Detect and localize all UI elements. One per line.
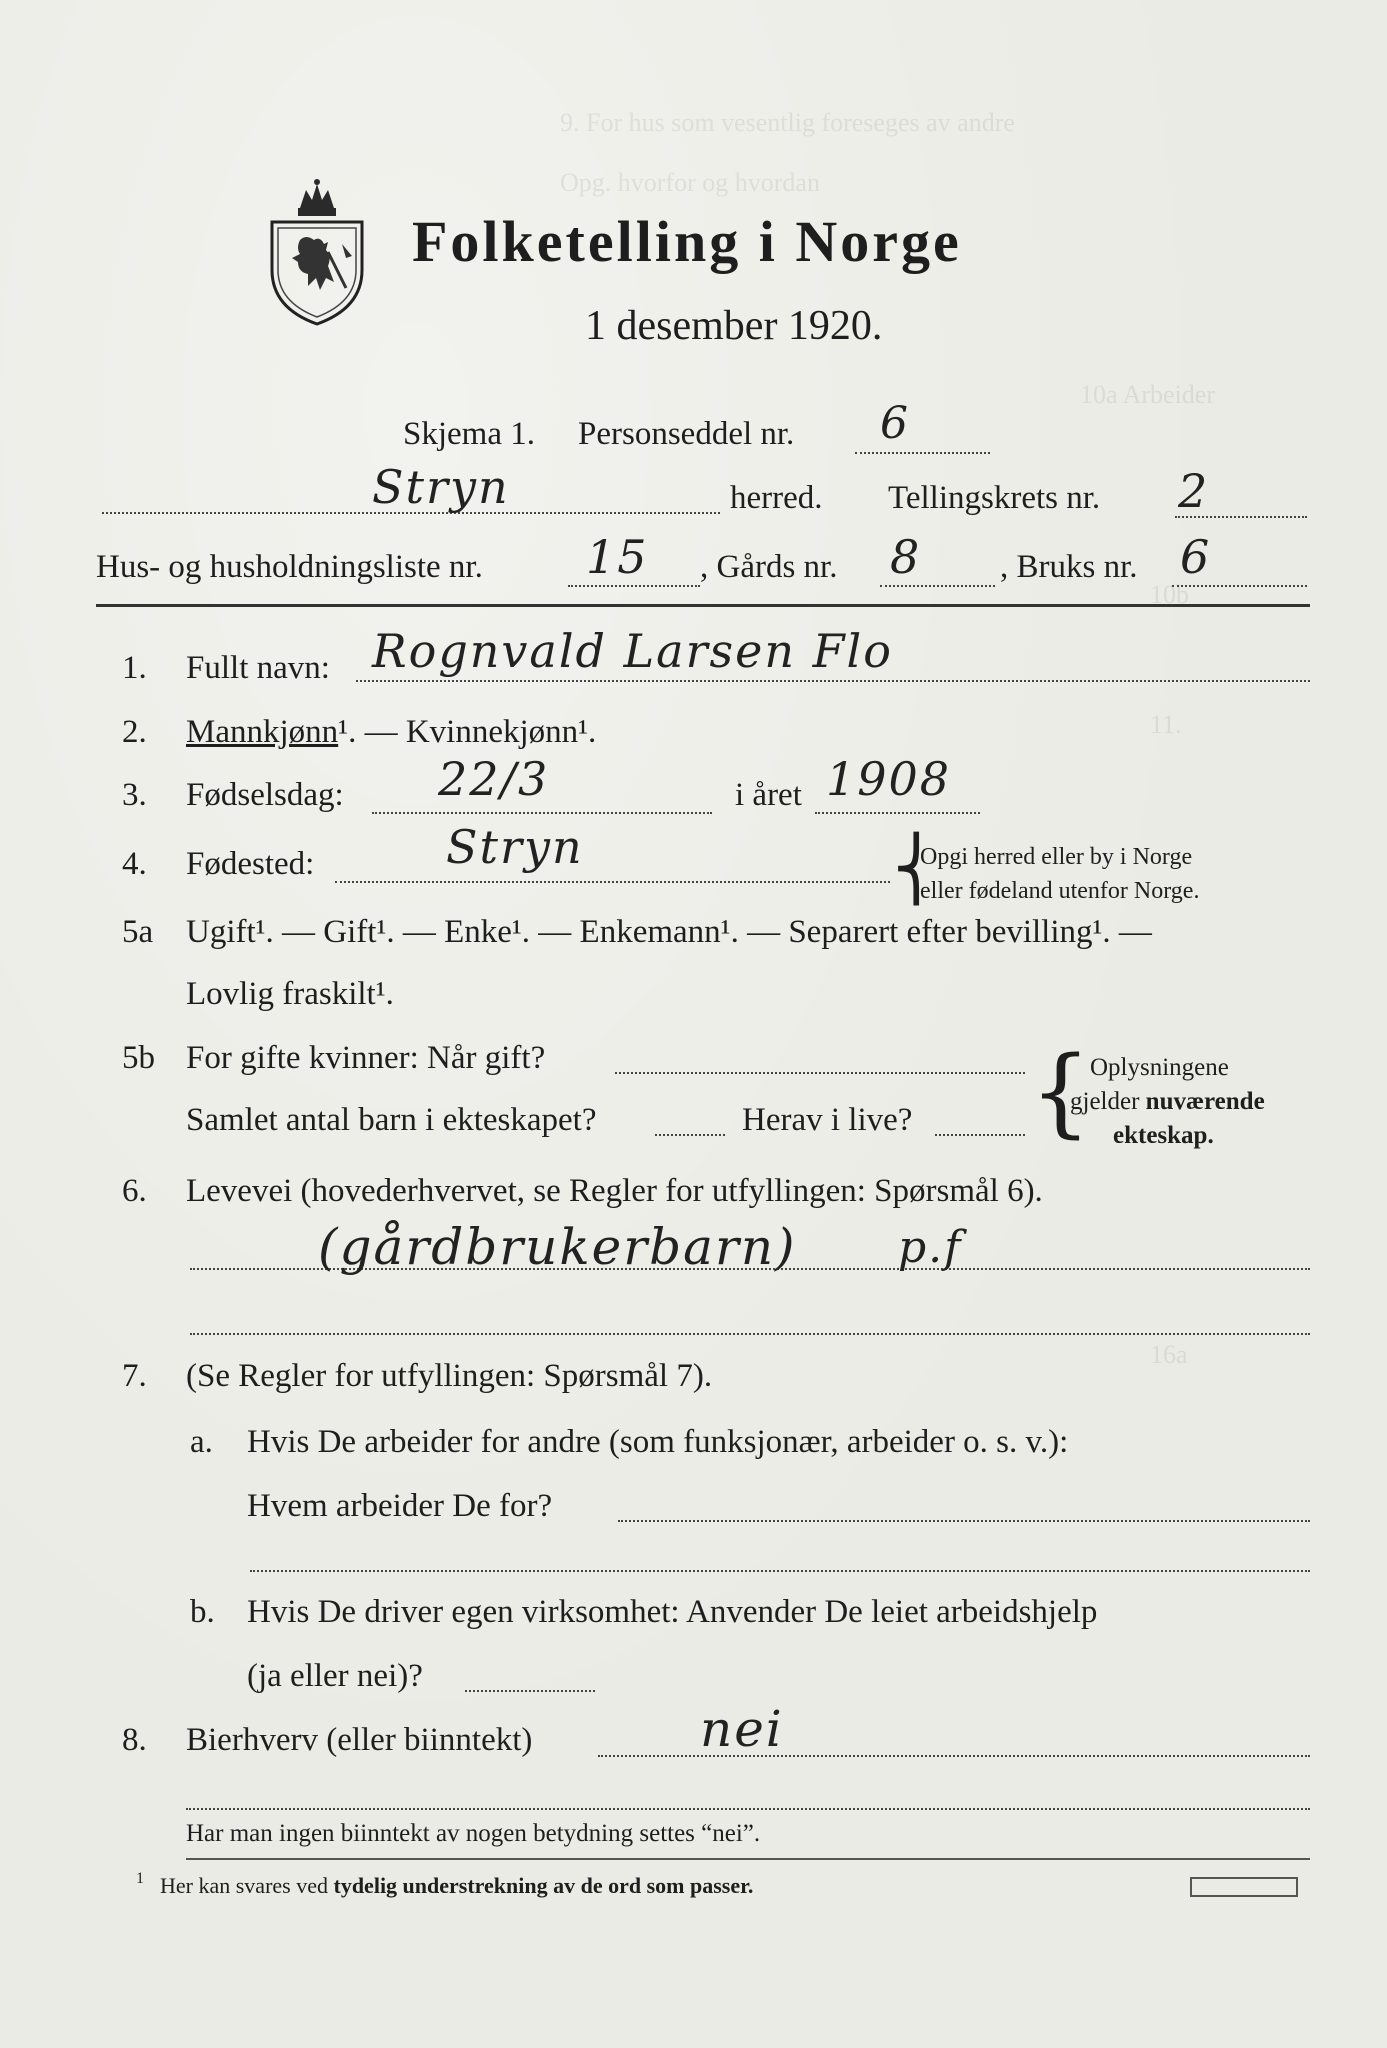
- q6-number: 6.: [122, 1173, 147, 1209]
- q6-label: Levevei (hovederhvervet, se Regler for utfyllingen: Spørsmål 6).: [186, 1173, 1043, 1209]
- q2-separator: ¹. —: [338, 714, 406, 750]
- q4-label: Fødested:: [186, 846, 315, 882]
- footnote-text-a: Her kan svares ved: [160, 1873, 334, 1898]
- personseddel-value: 6: [880, 398, 910, 449]
- bleed-through-text: 11.: [1150, 710, 1182, 739]
- q5b-note-line2: [1070, 1088, 1265, 1116]
- q4-number: 4.: [122, 846, 147, 882]
- q1-label: Fullt navn:: [186, 650, 330, 686]
- gards-value: 8: [890, 530, 922, 584]
- q3-birthday-value: 22/3: [438, 752, 550, 806]
- q7-label: (Se Regler for utfyllingen: Spørsmål 7).: [186, 1358, 713, 1394]
- gards-line: [880, 585, 995, 587]
- tellingskrets-label: Tellingskrets nr.: [888, 480, 1101, 516]
- q5b-married-line: [615, 1072, 1025, 1074]
- bleed-through-text: 9. For hus som vesentlig foreseges av andre: [560, 108, 1015, 137]
- q7b-letter: b.: [190, 1594, 215, 1630]
- q3-year-label: i året: [735, 777, 802, 813]
- q3-year-line: [815, 812, 980, 814]
- q8-answer-line2: [186, 1808, 1310, 1810]
- q5a-number: 5a: [122, 914, 154, 950]
- q5b-note-line1: Oplysningene: [1090, 1054, 1229, 1081]
- husholdning-value: 15: [586, 530, 649, 584]
- q4-birthplace-line: [335, 881, 890, 883]
- bruks-line: [1172, 585, 1307, 587]
- printer-stamp: [1190, 1877, 1298, 1897]
- personseddel-label: Personseddel nr.: [578, 416, 795, 452]
- footer-note: Har man ingen biinntekt av nogen betydning settes “nei”.: [186, 1820, 761, 1847]
- q4-note-line1: Opgi herred eller by i Norge: [920, 844, 1193, 870]
- bleed-through-text: 10a Arbeider: [1080, 380, 1216, 409]
- bleed-through-text: 10b: [1150, 580, 1189, 609]
- q5b-alive-line: [935, 1134, 1025, 1136]
- q6-code-mark: p.f: [898, 1222, 963, 1273]
- q6-occupation-value: (gårdbrukerbarn): [318, 1218, 797, 1276]
- norwegian-coat-of-arms-icon: [262, 178, 372, 326]
- q5a-line1: Ugift¹. — Gift¹. — Enke¹. — Enkemann¹. — Separert efter bevilling¹. —: [186, 914, 1152, 950]
- footnote-number: 1: [136, 1870, 144, 1887]
- q1-line: [356, 680, 1310, 682]
- q7a-letter: a.: [190, 1424, 213, 1460]
- q4-brace: ⎨: [893, 832, 940, 905]
- q5b-number: 5b: [122, 1040, 155, 1076]
- bleed-through-text: 16a: [1150, 1340, 1188, 1369]
- q5b-line1: For gifte kvinner: Når gift?: [186, 1040, 546, 1076]
- q8-label: Bierhverv (eller biinntekt): [186, 1722, 533, 1758]
- footer-rule: [186, 1858, 1310, 1860]
- herred-label: herred.: [730, 480, 823, 516]
- q2-gender-line: [186, 714, 596, 751]
- q7a-line2: Hvem arbeider De for?: [247, 1488, 553, 1524]
- q3-number: 3.: [122, 777, 147, 813]
- q5b-note-line3: ekteskap.: [1113, 1122, 1214, 1149]
- q2-female-option: Kvinnekjønn: [405, 714, 579, 750]
- q6-line2: [190, 1333, 1310, 1335]
- personseddel-line: [855, 452, 990, 454]
- q5b-children-label: Samlet antal barn i ekteskapet?: [186, 1102, 597, 1138]
- q7b-line1: Hvis De driver egen virksomhet: Anvender De leiet arbeidshjelp: [247, 1594, 1098, 1630]
- q4-note-line2: eller fødeland utenfor Norge.: [920, 878, 1200, 904]
- q3-label: Fødselsdag:: [186, 777, 344, 813]
- q7a-answer-line1: [618, 1520, 1310, 1522]
- q2-number: 2.: [122, 714, 147, 750]
- form-title: Folketelling i Norge: [412, 209, 962, 274]
- q5b-note-gjelder: gjelder: [1070, 1088, 1146, 1115]
- footnote-text: [160, 1873, 753, 1899]
- q8-value: nei: [700, 1700, 784, 1758]
- q4-birthplace-value: Stryn: [446, 820, 584, 874]
- q1-full-name-value: Rognvald Larsen Flo: [372, 624, 893, 678]
- q5a-line2: Lovlig fraskilt¹.: [186, 976, 394, 1012]
- bruks-value: 6: [1180, 530, 1212, 584]
- q5b-note-current: nuværende: [1145, 1088, 1265, 1115]
- q5b-brace: {: [1030, 1036, 1092, 1148]
- header-rule: [96, 604, 1310, 607]
- schema-label: Skjema 1.: [403, 416, 535, 452]
- q2-male-option: Mannkjønn: [186, 714, 339, 750]
- q8-number: 8.: [122, 1722, 147, 1758]
- bruks-label: , Bruks nr.: [1000, 549, 1138, 585]
- q7-number: 7.: [122, 1358, 147, 1394]
- husholdning-label: Hus- og husholdningsliste nr.: [96, 549, 483, 585]
- tellingskrets-value: 2: [1178, 464, 1210, 518]
- footnote-text-b: tydelig understrekning av de ord som passer.: [333, 1873, 754, 1898]
- q2-end: ¹.: [578, 714, 597, 750]
- q7b-line2: (ja eller nei)?: [247, 1658, 423, 1694]
- q5b-children-line: [655, 1134, 725, 1136]
- q1-number: 1.: [122, 650, 147, 686]
- gards-label: , Gårds nr.: [700, 549, 838, 585]
- husholdning-line: [568, 585, 700, 587]
- q5b-alive-label: Herav i live?: [742, 1102, 913, 1138]
- q3-birthday-line: [372, 812, 712, 814]
- bleed-through-text: Opg. hvorfor og hvordan: [560, 168, 820, 197]
- herred-value: Stryn: [372, 460, 510, 514]
- census-date: 1 desember 1920.: [585, 303, 883, 349]
- q7a-line1: Hvis De arbeider for andre (som funksjonær, arbeider o. s. v.):: [247, 1424, 1069, 1460]
- q3-year-value: 1908: [826, 752, 952, 806]
- q7a-answer-line2: [250, 1570, 1310, 1572]
- q7b-answer-line: [465, 1690, 595, 1692]
